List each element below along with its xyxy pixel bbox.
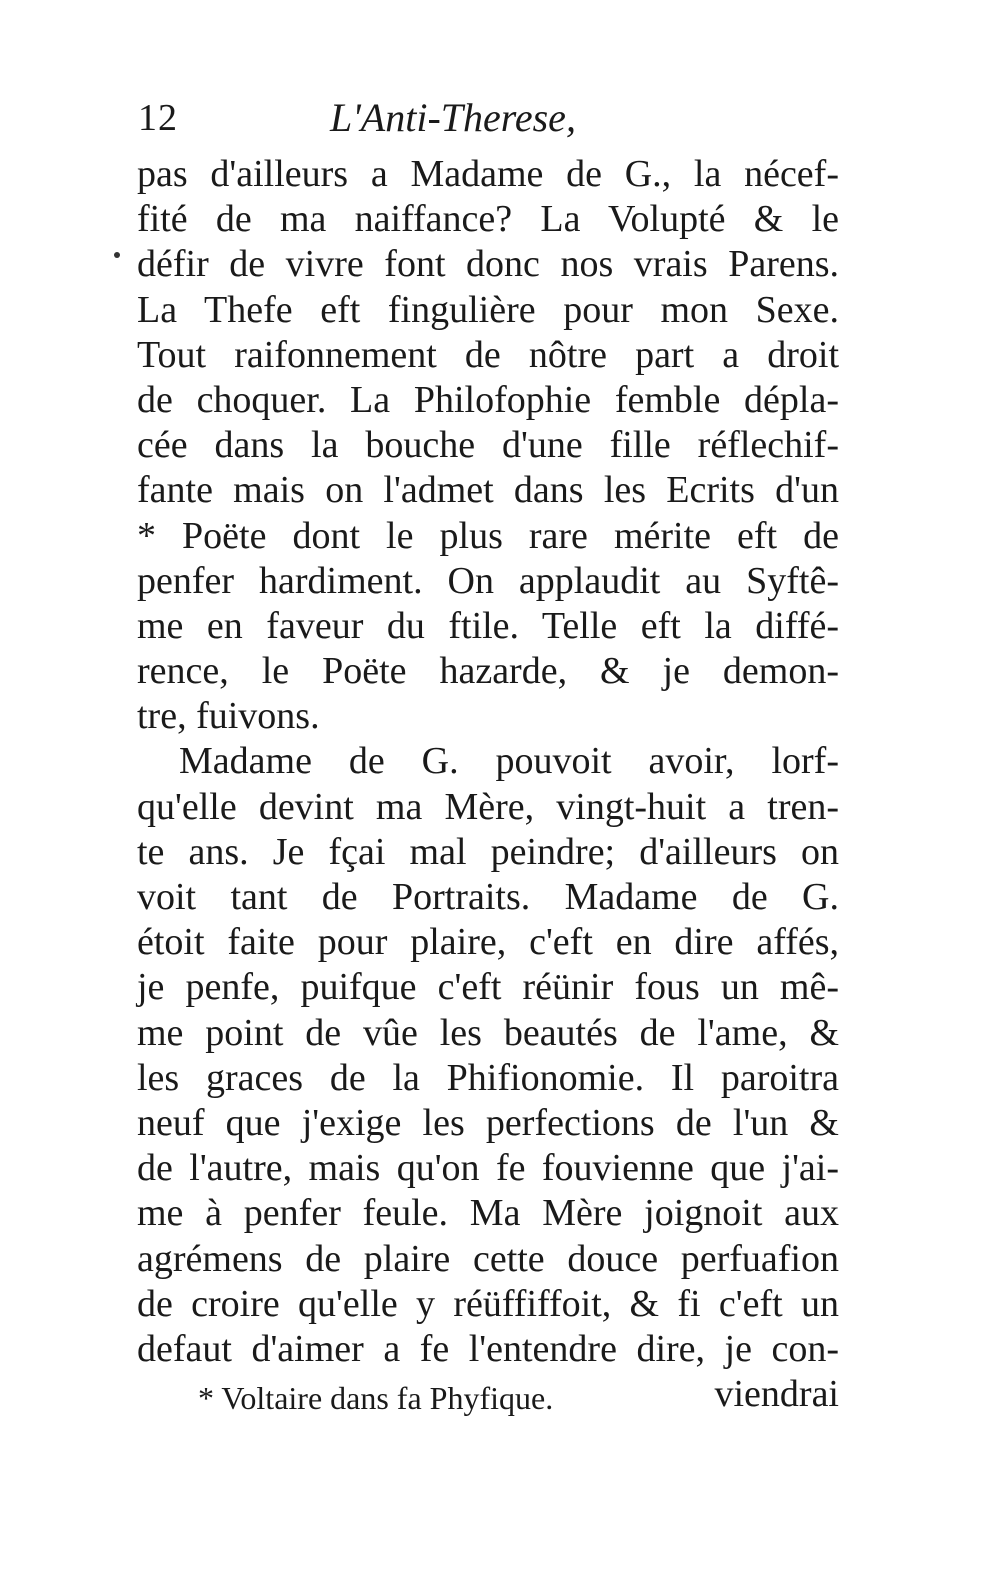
text-line: penfer hardiment. On applaudit au Syftê- [137,559,839,602]
text-line: pas d'ailleurs a Madame de G., la nécef- [137,153,839,195]
text-line: * Poëte dont le plus rare mérite eft de [137,514,839,557]
text-line: neuf que j'exige les perfections de l'un & [137,1101,839,1144]
text-line: me en faveur du ftile. Telle eft la diffé- [137,604,839,647]
text-line: étoit faite pour plaire, c'eft en dire affés, [137,921,839,964]
text-line: me à penfer feule. Ma Mère joignoit aux [137,1192,839,1235]
page-header [130,96,850,146]
text-line: de choquer. La Philofophie femble dépla- [137,378,839,421]
margin-mark [114,252,120,258]
text-line: de l'autre, mais qu'on fe fouvienne que j'ai- [137,1147,839,1190]
text-line: fité de ma naiffance? La Volupté & le [137,198,839,241]
text-line: rence, le Poëte hazarde, & je demon- [137,650,839,693]
text-line: je penfe, puifque c'eft réünir fous un mê- [137,966,839,1009]
body-text [137,152,839,1417]
text-line: fante mais on l'admet dans les Ecrits d'un [137,469,839,512]
running-title: L'Anti-Therese, [330,95,576,140]
text-line: La Thefe eft fingulière pour mon Sexe. [137,288,839,331]
catchword: viendrai [714,1373,839,1416]
footnote: * Voltaire dans fa Phyfique. [198,1380,554,1416]
page-number: 12 [138,97,178,139]
text-line: les graces de la Phifionomie. Il paroitra [137,1056,839,1099]
text-line: de croire qu'elle y réüffiffoit, & fi c'eft un [137,1282,839,1325]
text-line: me point de vûe les beautés de l'ame, & [137,1011,839,1054]
text-line: te ans. Je fçai mal peindre; d'ailleurs on [137,830,839,873]
text-line: Tout raifonnement de nôtre part a droit [137,333,839,376]
text-line: tre, fuivons. [137,695,320,738]
text-line: qu'elle devint ma Mère, vingt-huit a tren- [137,785,839,828]
text-line: defaut d'aimer a fe l'entendre dire, je con- [137,1327,839,1370]
text-line: agrémens de plaire cette douce perfuafion [137,1237,839,1280]
text-line: voit tant de Portraits. Madame de G. [137,876,839,918]
text-line: défir de vivre font donc nos vrais Parens. [137,243,839,286]
text-line: Madame de G. pouvoit avoir, lorf- [179,740,839,783]
text-line: cée dans la bouche d'une fille réflechif- [137,424,839,467]
